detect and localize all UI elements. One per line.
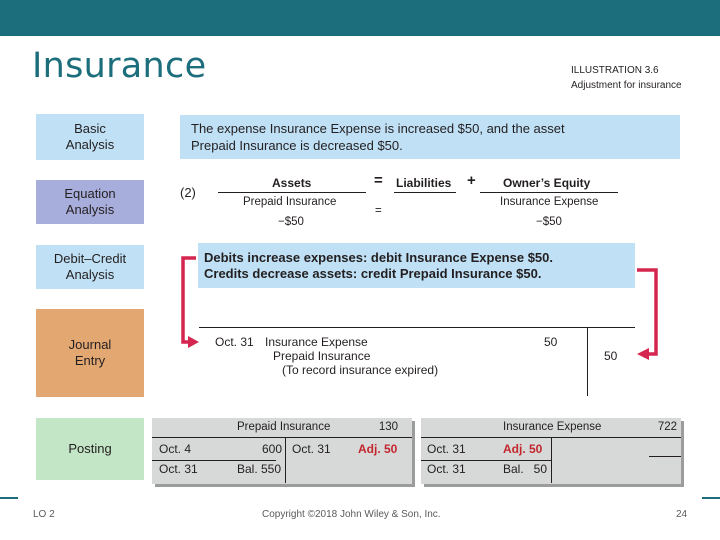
journal-date: Oct. 31 [215, 335, 254, 349]
left-flow-arrow [183, 258, 196, 342]
page-number: 24 [676, 509, 688, 520]
equals-sign: = [374, 172, 383, 189]
t-balance-amount: Bal. 50 [503, 462, 548, 476]
insurance-expense-account: Insurance Expense [500, 196, 599, 208]
insurance-expense-t-account [421, 418, 681, 484]
illustration-caption [571, 63, 682, 93]
t-credit-date-1: Oct. 31 [292, 442, 331, 456]
mid-equals-sign: = [375, 205, 382, 217]
top-banner [0, 0, 720, 36]
debit-credit-analysis-text [198, 243, 635, 288]
equation-analysis-label: Equation Analysis [36, 180, 144, 224]
basic-analysis-text [180, 115, 680, 159]
t-balance-date: Oct. 31 [427, 462, 466, 476]
journal-column-rule [587, 328, 588, 396]
t-balance-amount: Bal. 550 [237, 462, 282, 476]
journal-credit-account: Prepaid Insurance [273, 349, 371, 363]
t-balance-date: Oct. 31 [159, 462, 198, 476]
t-debit-amount-1: 600 [262, 442, 283, 456]
journal-explanation: (To record insurance expired) [282, 363, 439, 377]
learning-objective: LO 2 [33, 509, 55, 520]
posting-label: Posting [36, 418, 144, 480]
t-account-title: Insurance Expense [503, 421, 602, 433]
journal-entry-label: Journal Entry [36, 309, 144, 397]
t-account-number: 722 [657, 421, 677, 433]
t-credit-adjustment: Adj. 50 [358, 442, 398, 456]
equity-change: −$50 [536, 216, 562, 228]
journal-debit-amount: 50 [544, 335, 558, 349]
debit-line: Debits increase expenses: debit Insurance Expense $50. [204, 250, 553, 265]
footer-rule-left [0, 497, 18, 499]
credit-line: Credits decrease assets: credit Prepaid Insurance $50. [204, 266, 542, 281]
owners-equity-heading: Owner’s Equity [503, 176, 591, 190]
plus-sign: + [467, 172, 476, 189]
journal-debit-account: Insurance Expense [265, 335, 368, 349]
equation-number: (2) [180, 185, 196, 200]
journal-credit-amount: 50 [604, 349, 618, 363]
assets-rule [218, 192, 366, 193]
t-account-number: 130 [378, 421, 398, 433]
right-flow-arrow [637, 270, 656, 354]
t-row-rule-right [649, 456, 681, 457]
liabilities-heading: Liabilities [396, 176, 452, 190]
t-debit-date-1: Oct. 4 [159, 442, 192, 456]
basic-analysis-line-1: The expense Insurance Expense is increased $50, and the asset [191, 121, 565, 136]
assets-change: −$50 [278, 216, 304, 228]
page-title: Insurance [32, 46, 207, 86]
t-row-rule [421, 460, 551, 461]
copyright: Copyright ©2018 John Wiley & Son, Inc. [262, 509, 441, 520]
illustration-number: ILLUSTRATION 3.6 [571, 65, 659, 76]
illustration-description: Adjustment for insurance [571, 80, 682, 91]
t-account-center-rule [551, 437, 552, 483]
right-arrow-head [637, 348, 649, 360]
t-debit-date-1: Oct. 31 [427, 442, 466, 456]
prepaid-insurance-t-account [152, 418, 412, 484]
basic-analysis-label: Basic Analysis [36, 114, 144, 160]
basic-analysis-line-2: Prepaid Insurance is decreased $50. [191, 138, 403, 153]
assets-heading: Assets [272, 176, 312, 190]
journal-top-rule [199, 327, 635, 328]
prepaid-insurance-account: Prepaid Insurance [243, 196, 337, 208]
t-account-top-rule [152, 437, 412, 438]
t-row-rule [152, 460, 276, 461]
t-debit-adjustment: Adj. 50 [503, 442, 543, 456]
liabilities-rule [394, 192, 456, 193]
t-account-title: Prepaid Insurance [237, 421, 331, 433]
t-account-center-rule [285, 437, 286, 483]
left-arrow-head [188, 336, 199, 348]
equity-rule [480, 192, 618, 193]
debit-credit-analysis-label: Debit–Credit Analysis [36, 245, 144, 289]
footer-rule-right [702, 497, 720, 499]
